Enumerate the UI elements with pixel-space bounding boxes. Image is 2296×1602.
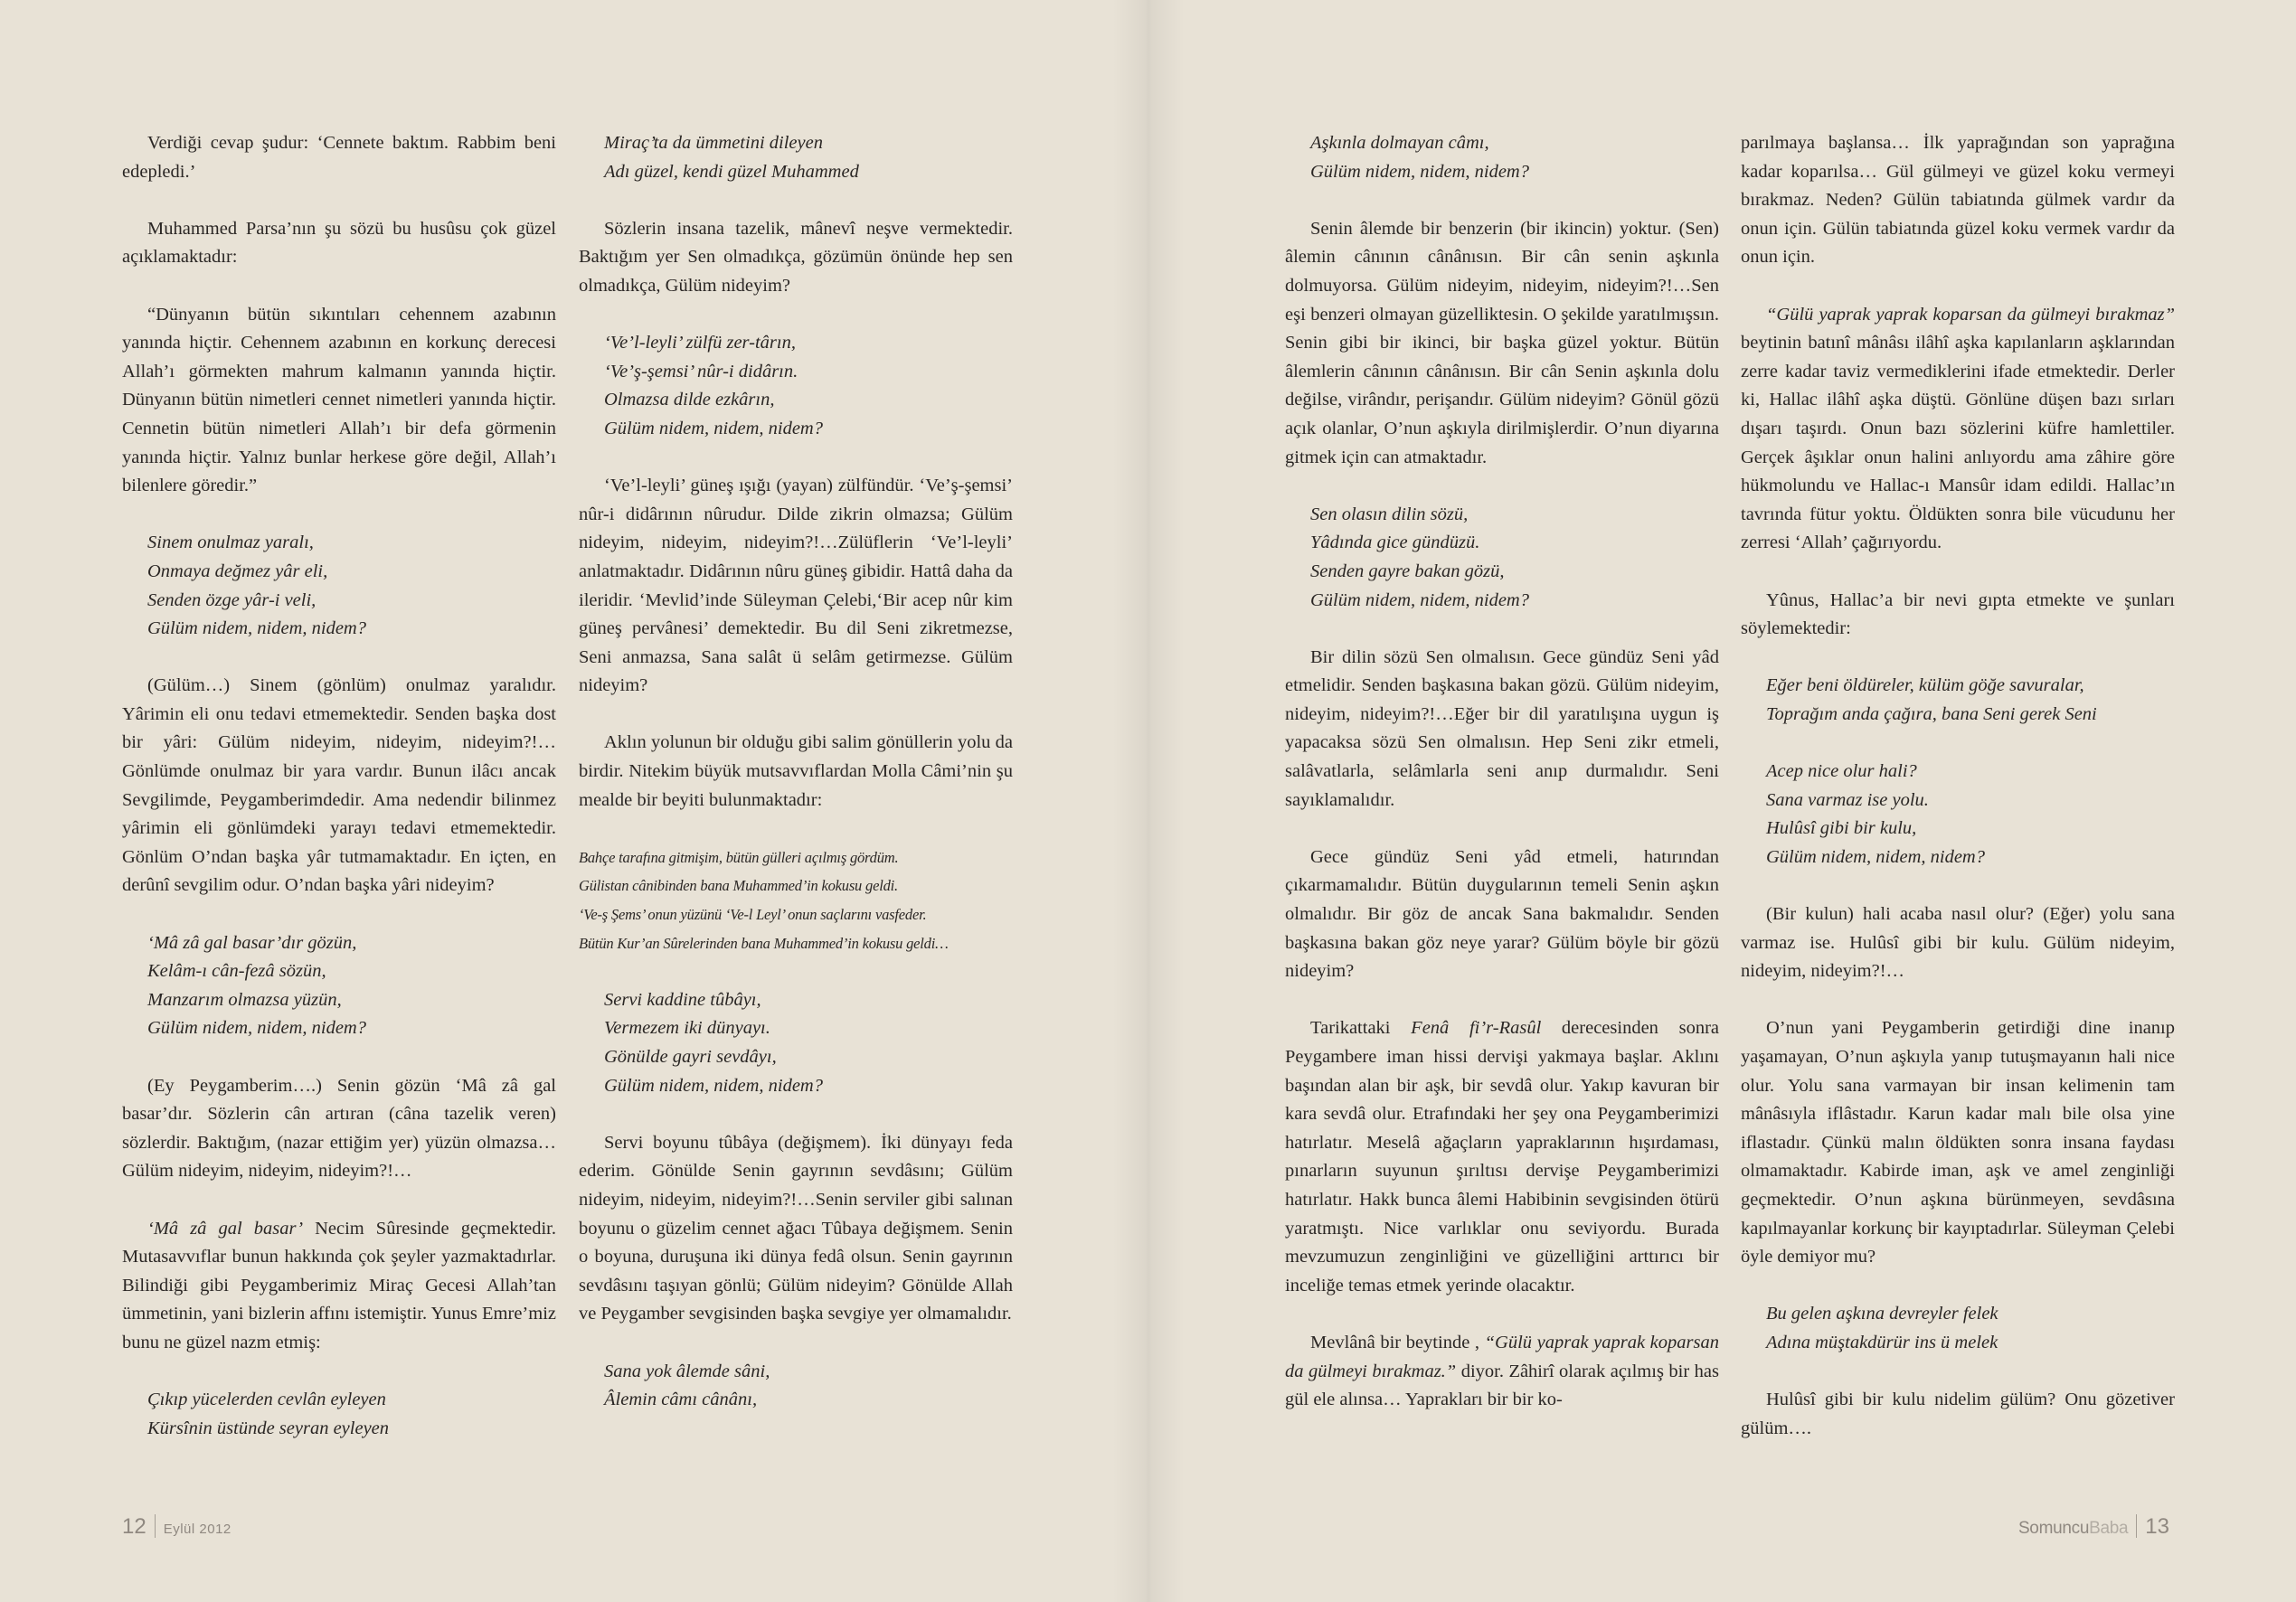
verse-block xyxy=(147,1386,556,1443)
left-page-column-2 xyxy=(579,129,1013,1443)
verse-line: Gülüm nidem, nidem, nidem? xyxy=(1310,161,1529,182)
paragraph: Servi boyunu tûbâya (değişmem). İki dünyayı feda ederim. Gönülde Senin gayrının sevdâsını; Gülüm nideyim, nideyim, nideyim?!…Senin serviler gibi salınan boyunu o güzelim cennet ağacı Tûbaya değişmem. Senin o boyuna, duruşuna iki dünya fedâ olsun. Senin gayrının sevdâsını taşıyan gönlü; Gülüm nideyim? Gönülde Allah ve Peygamber sevgisinden başka sevgiye yer olmamalıdır. xyxy=(579,1132,1013,1324)
verse-line: Adı güzel, kendi güzel Muhammed xyxy=(604,161,859,182)
verse-line: Adına müştakdürür ins ü melek xyxy=(1766,1332,1998,1352)
paragraph: Bir dilin sözü Sen olmalısın. Gece gündüz Seni yâd etmelidir. Senden başkasına bakan gözü. Gülüm nideyim, nideyim, nideyim?!…Eğer bir dil yaratılışına uygun iş yapacaksa sözü Sen olmalısın. Hep Seni zikr etmeli, salâvatlarla, selâmlarla seni anıp durmalıdır. Seni sayıklamalıdır. xyxy=(1285,646,1719,810)
paragraph: Aklın yolunun bir olduğu gibi salim gönüllerin yolu da birdir. Nitekim büyük mutsavvıflardan Molla Câmi’nin şu mealde bir beyiti bulunmaktadır: xyxy=(579,732,1013,810)
paragraph: O’nun yani Peygamberin getirdiği dine inanıp yaşamayan, O’nun aşkıyla yanıp tutuşmayanın hali nice olur. Yolu sana varmayan bir insan kelimenin tam mânâsıyla iflâstadır. Karun kadar malı bile olsa yine iflastadır. Çünkü malın öldükten sonra insana faydası olmamaktadır. Kabirde iman, aşk ve amel zenginliği geçmektedir. O’nun aşkına bürünmeyen, sevdâsına kapılmayanlar korkunç bir kayıptadırlar. Süleyman Çelebi öyle demiyor mu? xyxy=(1741,1018,2175,1267)
verse-block xyxy=(1766,758,2175,872)
verse-block xyxy=(1310,501,1719,615)
note-line: Bahçe tarafına gitmişim, bütün gülleri açılmış gördüm. xyxy=(579,848,899,866)
emphasis: Fenâ fi’r-Rasûl xyxy=(1411,1018,1542,1039)
verse-line: Gönülde gayri sevdâyı, xyxy=(604,1047,777,1067)
paragraph: Gece gündüz Seni yâd etmeli, hatırından çıkarmamalıdır. Bütün duygularının temeli Senin aşkın olmalıdır. Bir göz de ancak Sana bakmalıdır. Senden başkasına bakan göz neye yarar? Gülüm böyle bir gözü nideyim? xyxy=(1285,846,1719,982)
paragraph xyxy=(1285,1329,1719,1415)
folio-divider xyxy=(155,1514,156,1538)
issue-date: Eylül 2012 xyxy=(163,1522,231,1537)
paragraph xyxy=(1285,1014,1719,1300)
right-page-footer xyxy=(2018,1514,2169,1540)
verse-line: Toprağım anda çağıra, bana Seni gerek Seni xyxy=(1766,703,2097,724)
verse-block xyxy=(147,529,556,643)
verse-line: Âlemin câmı cânânı, xyxy=(604,1390,758,1410)
verse-line: Gülüm nidem, nidem, nidem? xyxy=(604,1075,823,1096)
verse-line: Gülüm nidem, nidem, nidem? xyxy=(1766,846,1985,867)
quote-paragraph: “Dünyanın bütün sıkıntıları cehennem azabının yanında hiçtir. Cehennem azabının en korkunç derecesi Allah’ı görmekten mahrum kalmanın yanında hiçtir. Dünyanın bütün nimetleri cennet nimetleri yanında hiçtir. Cennetin bütün nimetleri Allah’ı bir defa görmenin yanında hiçtir. Yalnız bunlar herkese göre değil, Allah’ı bilenlere göredir.” xyxy=(122,304,556,496)
paragraph: ‘Ve’l-leyli’ güneş ışığı (yayan) zülfündür. ‘Ve’ş-şemsi’ nûr-i didârının nûrudur. Dilde zikrin olmazsa; Gülüm nideyim, nideyim, nideyim?!…Zülüflerin ‘Ve’l-leyli’ anlatmaktadır. Didârının nûru güneş gibidir. Hattâ daha da ileridir. ‘Mevlid’inde Süleyman Çelebi,‘Bir acep nûr kim güneş pervânesi’ demektedir. Bu dil Seni zikretmezse, Seni anmazsa, Sana salât ü selâm getirmezse. Gülüm nideyim? xyxy=(579,476,1013,696)
verse-line: Miraç’ta da ümmetini dileyen xyxy=(604,133,823,153)
emphasis: “Gülü yaprak yaprak koparsan da gülmeyi bırakmaz.” xyxy=(1285,1332,1719,1381)
right-page-column-2 xyxy=(1741,129,2175,1472)
paragraph: Yûnus, Hallac’a bir nevi gıpta etmekte ve şunları söylemektedir: xyxy=(1741,589,2175,639)
brand-part: Baba xyxy=(2089,1519,2129,1538)
paragraph: Senin âlemde bir benzerin (bir ikincin) yoktur. (Sen) âlemin cânının cânânısın. Bir cân senin aşkınla dolmuyorsa. Gülüm nideyim, nideyim, nideyim?!…Sen eşi benzeri olmayan güzelliktesin. O şekilde yaratılmışsın. Senin gibi bir ikinci, bir başka güzel yoktur. Bütün âlemlerin cânının cânânısın. Bir cân Senin aşkınla dolu değilse, virândır, perişandır. Gülüm nideyim? Gönül gözü açık olanlar, O’nun aşkıyla dirilmişlerdir. O’nun diyarına gitmek için can atmaktadır. xyxy=(1285,218,1719,467)
paragraph: Verdiği cevap şudur: ‘Cennete baktım. Rabbim beni edepledi.’ xyxy=(122,133,556,182)
verse-line: Vermezem iki dünyayı. xyxy=(604,1018,770,1039)
note-line: Bütün Kur’an Sûrelerinden bana Muhammed’in kokusu geldi… xyxy=(579,934,949,952)
note-line: ‘Ve-ş Şems’ onun yüzünü ‘Ve-l Leyl’ onun saçlarını vasfeder. xyxy=(579,906,927,924)
verse-block xyxy=(147,929,556,1043)
paragraph xyxy=(122,1215,556,1358)
verse-line: Onmaya değmez yâr eli, xyxy=(147,561,328,581)
verse-line: Sinem onulmaz yaralı, xyxy=(147,532,314,553)
verse-line: Acep nice olur hali? xyxy=(1766,761,1917,782)
verse-line: Aşkınla dolmayan câmı, xyxy=(1310,133,1489,153)
emphasis: “Gülü yaprak yaprak koparsan da gülmeyi bırakmaz” xyxy=(1766,304,2175,325)
paragraph: (Bir kulun) hali acaba nasıl olur? (Eğer) yolu sana varmaz ise. Hulûsî gibi bir kulu. Gülüm nideyim, nideyim, nideyim?!… xyxy=(1741,904,2175,982)
paragraph: parılmaya başlansa… İlk yaprağından son yaprağına kadar koparılsa… Gül gülmeyi ve güzel koku vermeyi bırakmaz. Neden? Gülün tabiatında gülmek vardır da onun için. Gülün tabiatında güzel koku vermek vardır da onun için. xyxy=(1741,133,2175,268)
left-page-column-1 xyxy=(122,129,556,1472)
emphasis: ‘Mâ zâ gal basar’ xyxy=(147,1218,304,1239)
verse-line: Kelâm-ı cân-fezâ sözün, xyxy=(147,961,326,982)
verse-block xyxy=(1310,129,1719,186)
verse-line: Olmazsa dilde ezkârın, xyxy=(604,390,775,410)
right-page-column-1 xyxy=(1285,129,1719,1443)
verse-line: Hulûsî gibi bir kulu, xyxy=(1766,818,1917,839)
verse-block xyxy=(604,129,1013,186)
verse-line: Gülüm nidem, nidem, nidem? xyxy=(147,618,366,639)
translation-note xyxy=(579,843,1013,957)
verse-line: Servi kaddine tûbâyı, xyxy=(604,989,761,1010)
page-number: 13 xyxy=(2145,1514,2169,1539)
left-page-footer xyxy=(122,1514,231,1540)
verse-line: Kürsînin üstünde seyran eyleyen xyxy=(147,1418,390,1438)
verse-line: Çıkıp yücelerden cevlân eyleyen xyxy=(147,1390,386,1410)
paragraph-text: derecesinden sonra Peygambere iman hissi dervişi yakmaya başlar. Aklını başından alan bir aşk, bir sevdâ olur. Yakıp kavuran bir kara sevdâ olur. Etrafındaki her şey ona Peygamberimizi hatırlatır. Meselâ ağaçların yapraklarının hışırdaması, pınarların suyunun şırıltısı dervişe Peygamberimizi hatırlatır. Hakk bunca âlemi Habibinin sevgisinden ötürü yaratmıştı. Nice varlıklar onu seviyordu. Burada mevzumuzun zenginliğini ve güzelliğini arttırıcı bir inceliğe temas etmek yerinde olacaktır. xyxy=(1285,1018,1719,1296)
paragraph-text: Tarikattaki xyxy=(1310,1018,1412,1039)
verse-line: Sana yok âlemde sâni, xyxy=(604,1361,770,1381)
verse-line: Senden gayre bakan gözü, xyxy=(1310,561,1505,581)
page-number: 12 xyxy=(122,1514,146,1539)
verse-line: ‘Mâ zâ gal basar’dır gözün, xyxy=(147,932,357,953)
brand-part: Somuncu xyxy=(2017,1519,2090,1538)
paragraph-text: diyor. Zâhirî olarak açılmış bir has gül ele alınsa… Yaprakları bir bir ko- xyxy=(1285,1361,1719,1410)
verse-line: Senden özge yâr-i veli, xyxy=(147,589,317,610)
verse-line: ‘Ve’l-leyli’ zülfü zer-târın, xyxy=(604,333,796,353)
paragraph: Muhammed Parsa’nın şu sözü bu husûsu çok güzel açıklamaktadır: xyxy=(122,218,556,268)
verse-line: Bu gelen aşkına devreyler felek xyxy=(1766,1304,1998,1324)
paragraph-text: Mevlânâ bir beytinde , xyxy=(1310,1332,1485,1352)
paragraph-text: Necim Sûresinde geçmektedir. Mutasavvıflar bunun hakkında çok şeyler yazmaktadırlar. Bilindiği gibi Peygamberimiz Miraç Gecesi Allah’tan ümmetinin, yani bizlerin affını istemiştir. Yunus Emre’miz bunu ne güzel nazm etmiş: xyxy=(122,1218,557,1352)
verse-line: Eğer beni öldüreler, külüm göğe savuralar, xyxy=(1766,675,2084,696)
verse-line: ‘Ve’ş-şemsi’ nûr-i didârın. xyxy=(604,361,798,382)
folio-divider xyxy=(2136,1514,2137,1538)
verse-line: Gülüm nidem, nidem, nidem? xyxy=(604,418,823,438)
paragraph: Hulûsî gibi bir kulu nidelim gülüm? Onu gözetiver gülüm…. xyxy=(1741,1390,2175,1438)
paragraph-text: beytinin batınî mânâsı ilâhî aşka kapılanların aşklarından zerre kadar taviz vermediklerini ifade etmektedir. Derler ki, Hallac ilâhî aşka düştü. Gönlüne düşen bazı sırları dışarı taşırdı. Onun bazı sözlerini küfre hamlettiler. Gerçek âşıklar onun halini anlıyordu ama zâhire göre hükmolundu ve Hallac-ı Mansûr idam edildi. Hallac’ın tavrında fütur yoktu. Öldükten sonra bile vücudunu her zerresi ‘Allah’ çağırıyordu. xyxy=(1741,333,2175,553)
verse-block xyxy=(604,329,1013,443)
paragraph: (Gülüm…) Sinem (gönlüm) onulmaz yaralıdır. Yârimin eli onu tedavi etmemektedir. Senden başka dost bir yâri: Gülüm nideyim, nideyim, nideyim?!… Gönlümde onulmaz bir yara vardır. Bunun ilâcı ancak Sevgilimde, Peygamberimdedir. Ama nedendir bilinmez yârimin eli gönlümdeki yarayı tedavi etmemektedir. Gönlüm O’ndan başka yâr tutmamaktadır. En içten, en derûnî sevgilim odur. O’ndan başka yâri nideyim? xyxy=(122,675,556,896)
paragraph: Sözlerin insana tazelik, mânevî neşve vermektedir. Baktığım yer Sen olmadıkça, gözümün önünde hep sen olmadıkça, Gülüm nideyim? xyxy=(579,218,1013,296)
paragraph xyxy=(1741,301,2175,558)
verse-line: Gülüm nidem, nidem, nidem? xyxy=(147,1018,366,1039)
verse-block xyxy=(1766,1300,2175,1357)
paragraph: (Ey Peygamberim….) Senin gözün ‘Mâ zâ gal basar’dır. Sözlerin cân artıran (câna tazelik veren) sözlerdir. Baktığım, (nazar ettiğim yer) yüzün olmazsa… Gülüm nideyim, nideyim, nideyim?!… xyxy=(122,1075,556,1182)
verse-line: Yâdında gice gündüzü. xyxy=(1310,532,1480,553)
magazine-name xyxy=(2018,1519,2128,1538)
page-gutter xyxy=(1112,0,1185,1602)
verse-block xyxy=(604,986,1013,1100)
verse-line: Sana varmaz ise yolu. xyxy=(1766,789,1929,810)
verse-line: Sen olasın dilin sözü, xyxy=(1310,504,1469,524)
verse-line: Manzarım olmazsa yüzün, xyxy=(147,989,342,1010)
note-line: Gülistan cânibinden bana Muhammed’in kokusu geldi. xyxy=(579,877,898,895)
verse-block xyxy=(604,1358,1013,1415)
verse-block xyxy=(1766,672,2175,729)
verse-line: Gülüm nidem, nidem, nidem? xyxy=(1310,589,1529,610)
